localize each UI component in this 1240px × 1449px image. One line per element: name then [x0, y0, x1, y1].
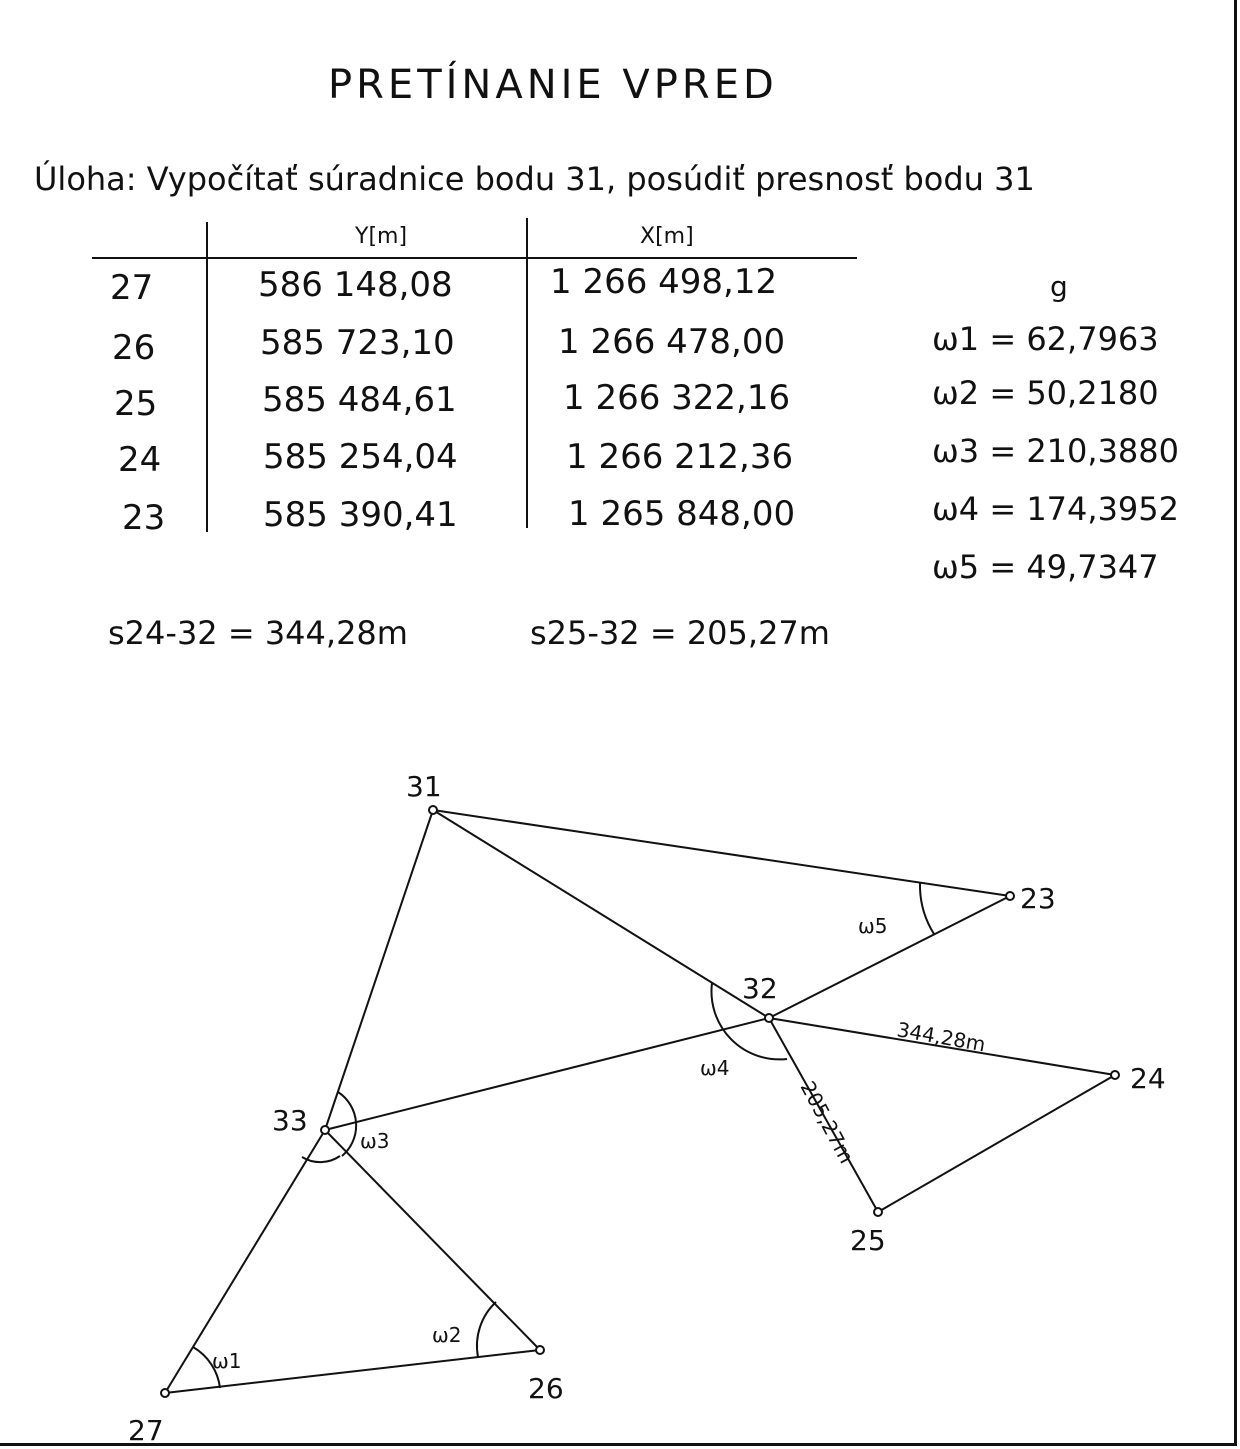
line-33-27 [165, 1130, 325, 1393]
point-marker-27 [161, 1389, 169, 1397]
angle-arc-2 [477, 1302, 496, 1357]
line-31-33 [325, 810, 433, 1130]
point-markers [161, 806, 1119, 1397]
angle-value: ω1 = 62,7963 [932, 320, 1159, 358]
task-statement: Úloha: Vypočítať súradnice bodu 31, posúdiť presnosť bodu 31 [34, 160, 1035, 198]
edge-label-32-25: 205,27m [795, 1077, 859, 1168]
row-point: 26 [112, 328, 156, 368]
line-31-23 [433, 810, 1010, 896]
point-label: 25 [850, 1224, 886, 1257]
edge-label-32-24: 344,28m [895, 1017, 988, 1057]
angle-value: ω5 = 49,7347 [932, 548, 1159, 586]
angle-arc-3 [302, 1092, 356, 1162]
angle-value: ω4 = 174,3952 [932, 490, 1179, 528]
angle-value: ω3 = 210,3880 [932, 432, 1179, 470]
row-point: 27 [110, 268, 154, 308]
distance-24-32: s24-32 = 344,28m [108, 614, 408, 652]
row-point: 25 [114, 384, 158, 424]
row-x: 1 266 212,36 [566, 437, 794, 477]
row-x: 1 266 498,12 [550, 262, 778, 302]
row-x: 1 266 478,00 [558, 322, 786, 362]
row-y: 585 254,04 [263, 437, 458, 477]
line-24-25 [878, 1075, 1115, 1212]
angle-label: ω4 [700, 1056, 730, 1080]
angle-label: ω3 [360, 1129, 390, 1153]
point-label: 24 [1130, 1062, 1166, 1095]
page-title: PRETÍNANIE VPRED [328, 62, 778, 108]
line-32-23 [769, 896, 1010, 1018]
header-y: Y[m] [355, 224, 408, 249]
row-point: 23 [122, 498, 166, 538]
row-y: 586 148,08 [258, 265, 453, 305]
point-label: 31 [406, 770, 442, 803]
angle-label: ω2 [432, 1323, 462, 1347]
angle-arc-5 [920, 883, 934, 934]
angle-value: ω2 = 50,2180 [932, 374, 1159, 412]
point-label: 26 [528, 1372, 564, 1405]
network-lines [165, 810, 1115, 1393]
angle-label: ω1 [212, 1349, 242, 1373]
point-marker-23 [1006, 892, 1014, 900]
point-marker-24 [1111, 1071, 1119, 1079]
point-label: 32 [742, 972, 778, 1005]
line-31-32 [433, 810, 769, 1018]
row-x: 1 265 848,00 [568, 494, 796, 534]
point-marker-32 [765, 1014, 773, 1022]
angle-label: ω5 [858, 914, 888, 938]
point-label: 27 [128, 1414, 164, 1447]
point-label: 33 [272, 1104, 308, 1137]
row-point: 24 [118, 440, 162, 480]
point-marker-25 [874, 1208, 882, 1216]
point-marker-33 [321, 1126, 329, 1134]
line-33-26 [325, 1130, 540, 1350]
row-y: 585 484,61 [262, 380, 457, 420]
angle-unit: g [1050, 270, 1068, 303]
point-marker-26 [536, 1346, 544, 1354]
header-x: X[m] [640, 224, 694, 249]
row-y: 585 723,10 [260, 323, 455, 363]
point-marker-31 [429, 806, 437, 814]
point-label: 23 [1020, 882, 1056, 915]
row-x: 1 266 322,16 [563, 378, 791, 418]
row-y: 585 390,41 [263, 495, 458, 535]
distance-25-32: s25-32 = 205,27m [530, 614, 830, 652]
